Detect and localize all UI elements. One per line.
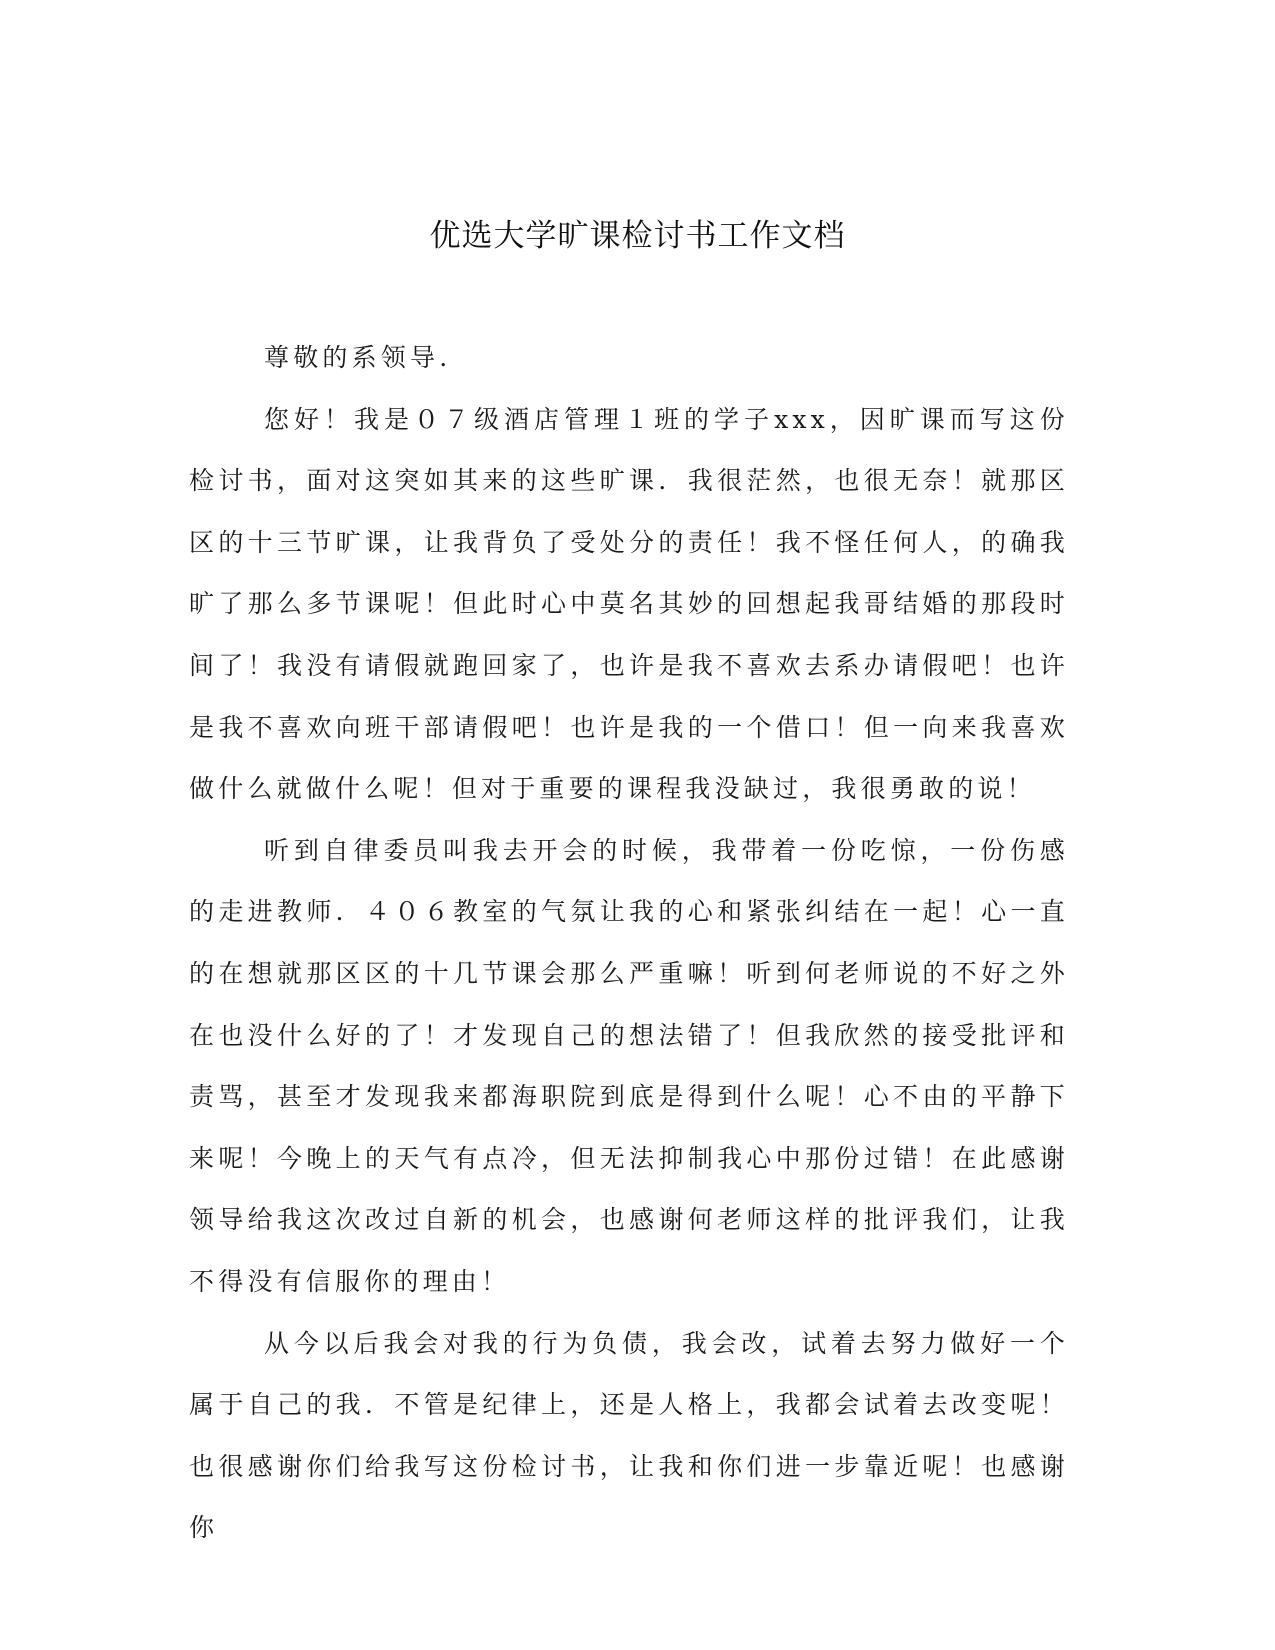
document-body xyxy=(189,327,1069,1559)
body-paragraph-promise: 从今以后我会对我的行为负债，我会改，试着去努力做好一个属于自己的我．不管是纪律上，还是人格上，我都会试着去改变呢！也很感谢你们给我写这份检讨书，让我和你们进一步靠近呢！也感谢你 xyxy=(189,1328,1069,1543)
salutation-paragraph: 尊敬的系领导. xyxy=(264,343,452,372)
body-paragraph-meeting: 听到自律委员叫我去开会的时候，我带着一份吃惊，一份伤感的走进教师．４０６教室的气氛让我的心和紧张纠结在一起！心一直的在想就那区区的十几节课会那么严重嘛！听到何老师说的不好之外在也没什么好的了！才发现自己的想法错了！但我欣然的接受批评和责骂，甚至才发现我来都海职院到底是得到什么呢！心不由的平静下来呢！今晚上的天气有点冷，但无法抑制我心中那份过错！在此感谢领导给我这次改过自新的机会，也感谢何老师这样的批评我们，让我不得没有信服你的理由！ xyxy=(189,835,1069,1296)
document-title: 优选大学旷课检讨书工作文档 xyxy=(429,218,846,254)
body-paragraph-greeting: 您好！我是０７级酒店管理１班的学子xxx，因旷课而写这份检讨书，面对这突如其来的这些旷课．我很茫然，也很无奈！就那区区的十三节旷课，让我背负了受处分的责任！我不怪任何人，的确我旷了那么多节课呢！但此时心中莫名其妙的回想起我哥结婚的那段时间了！我没有请假就跑回家了，也许是我不喜欢去系办请假吧！也许是我不喜欢向班干部请假吧！也许是我的一个借口！但一向来我喜欢做什么就做什么呢！但对于重要的课程我没缺过，我很勇敢的说！ xyxy=(189,404,1069,804)
